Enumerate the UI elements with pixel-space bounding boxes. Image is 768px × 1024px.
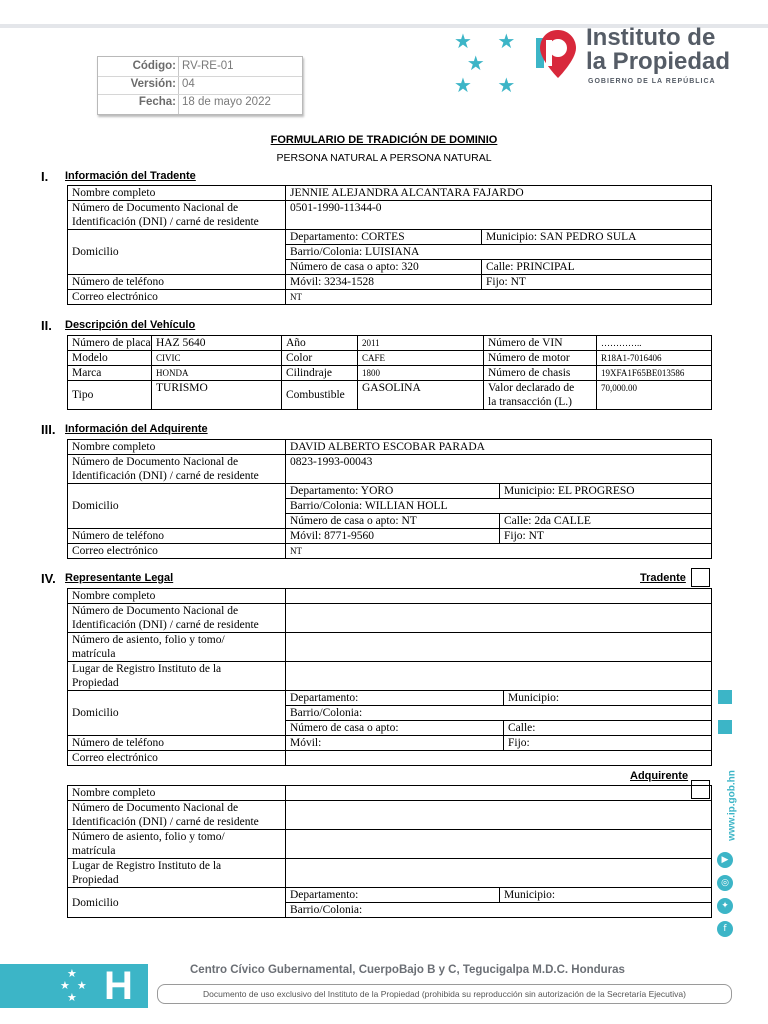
rep-tradente-casa-field[interactable]: Número de casa o apto: — [286, 721, 504, 736]
vehiculo-marca: HONDA — [152, 366, 282, 381]
square-icon — [718, 690, 732, 704]
code-label: Código: — [132, 60, 176, 72]
vehiculo-cilindraje: 1800 — [358, 366, 484, 381]
rep-tradente-asiento-field[interactable] — [286, 633, 712, 662]
form-title: FORMULARIO DE TRADICIÓN DE DOMINIO — [270, 134, 498, 146]
vehiculo-valor: 70,000.00 — [597, 381, 712, 410]
vehiculo-chasis: 19XFA1F65BE013586 — [597, 366, 712, 381]
vehiculo-combustible: GASOLINA — [358, 381, 484, 410]
label-correo: Correo electrónico — [68, 290, 286, 305]
youtube-icon[interactable]: ▶ — [717, 852, 733, 868]
section-1-heading: I. Información del Tradente — [41, 169, 196, 184]
vehiculo-table: Número de placa HAZ 5640 Año 2011 Número de VIN ………….. Modelo CIVIC Color CAFE Número de motor R18A1-7016406 Marca HONDA Cilindraje 1800 Número de chasis 19XFA1F65BE013586 Tipo TURISMO Combustible GASOLINA Valor declarado de la transacción (L.) 70,000.00 — [67, 335, 712, 410]
representante-tradente-table: Nombre completo Número de Documento Nacional de Identificación (DNI) / carné de residente Número de asiento, folio y tomo/ matrícula Lugar de Registro Instituto de la Propiedad Domicilio Departamento: Municipio: Barrio/Colonia: Número de casa o apto: Calle: Número de teléfono Móvil: Fijo: Correo electrónico — [67, 588, 712, 766]
tradente-calle: Calle: PRINCIPAL — [482, 260, 712, 275]
pin-logo-icon — [532, 26, 580, 84]
rep-tradente-fijo-field[interactable]: Fijo: — [504, 736, 712, 751]
section-2-heading: II. Descripción del Vehículo — [41, 318, 196, 333]
rep-tradente-movil-field[interactable]: Móvil: — [286, 736, 504, 751]
adquirente-departamento: Departamento: YORO — [286, 484, 500, 499]
representante-adquirente-table: Nombre completo Número de Documento Nacional de Identificación (DNI) / carné de residente Número de asiento, folio y tomo/ matrícula Lugar de Registro Instituto de la Propiedad Domicilio Departamento: Municipio: Barrio/Colonia: — [67, 785, 712, 918]
rep-tradente-municipio-field[interactable]: Municipio: — [504, 691, 712, 706]
code-value: RV-RE-01 — [182, 60, 234, 72]
tradente-departamento: Departamento: CORTES — [286, 230, 482, 245]
square-icon — [718, 720, 732, 734]
rep-tradente-dni-field[interactable] — [286, 604, 712, 633]
vehiculo-motor: R18A1-7016406 — [597, 351, 712, 366]
rep-adquirente-lugar-field[interactable] — [286, 859, 712, 888]
version-value: 04 — [182, 78, 195, 90]
tradente-nombre: JENNIE ALEJANDRA ALCANTARA FAJARDO — [286, 186, 712, 201]
rep-tradente-barrio-field[interactable]: Barrio/Colonia: — [286, 706, 712, 721]
version-label: Versión: — [130, 78, 176, 90]
rep-tradente-correo-field[interactable] — [286, 751, 712, 766]
tradente-fijo: Fijo: NT — [482, 275, 712, 290]
adquirente-casa: Número de casa o apto: NT — [286, 514, 500, 529]
tradente-checkbox[interactable] — [691, 568, 710, 587]
rep-adquirente-asiento-field[interactable] — [286, 830, 712, 859]
adquirente-dni: 0823-1993-00043 — [286, 455, 712, 484]
rep-adquirente-barrio-field[interactable]: Barrio/Colonia: — [286, 903, 712, 918]
instituto-logo — [454, 24, 744, 97]
adquirente-fijo: Fijo: NT — [500, 529, 712, 544]
tradente-casa: Número de casa o apto: 320 — [286, 260, 482, 275]
stars-icon: ★ ★ ★ ★ ★ — [454, 29, 516, 97]
vehiculo-anio: 2011 — [358, 336, 484, 351]
rep-adquirente-departamento-field[interactable]: Departamento: — [286, 888, 500, 903]
date-label: Fecha: — [138, 96, 176, 108]
rep-tradente-calle-field[interactable]: Calle: — [504, 721, 712, 736]
adquirente-municipio: Municipio: EL PROGRESO — [500, 484, 712, 499]
logo-line3: GOBIERNO DE LA REPÚBLICA — [588, 78, 716, 85]
adquirente-nombre: DAVID ALBERTO ESCOBAR PARADA — [286, 440, 712, 455]
adquirente-movil: Móvil: 8771-9560 — [286, 529, 500, 544]
rep-adquirente-dni-field[interactable] — [286, 801, 712, 830]
vehiculo-color: CAFE — [358, 351, 484, 366]
tradente-movil: Móvil: 3234-1528 — [286, 275, 482, 290]
rep-tradente-lugar-field[interactable] — [286, 662, 712, 691]
vehiculo-vin: ………….. — [597, 336, 712, 351]
side-strip — [712, 690, 742, 940]
vehiculo-tipo: TURISMO — [152, 381, 282, 410]
footer-note: Documento de uso exclusivo del Instituto de la Propiedad (prohibida su reproducción sin autorización de la Secretaría Ejecutiva) — [157, 984, 732, 1004]
date-value: 18 de mayo 2022 — [182, 96, 271, 108]
footer-logo-band — [0, 964, 148, 1008]
form-subtitle: PERSONA NATURAL A PERSONA NATURAL — [276, 152, 492, 164]
rep-adquirente-municipio-field[interactable]: Municipio: — [500, 888, 712, 903]
adquirente-tag: Adquirente — [630, 770, 689, 782]
label-telefono: Número de teléfono — [68, 275, 286, 290]
twitter-icon[interactable]: ✦ — [717, 898, 733, 914]
tradente-table — [67, 185, 712, 305]
logo-line1: Instituto de — [586, 24, 716, 51]
tradente-municipio: Municipio: SAN PEDRO SULA — [482, 230, 712, 245]
rep-adquirente-nombre-field[interactable] — [286, 786, 712, 801]
label-nombre: Nombre completo — [68, 186, 286, 201]
vehiculo-modelo: CIVIC — [152, 351, 282, 366]
rep-tradente-nombre-field[interactable] — [286, 589, 712, 604]
adquirente-table: Nombre completo DAVID ALBERTO ESCOBAR PARADA Número de Documento Nacional de Identificación (DNI) / carné de residente 0823-1993-00043 Domicilio Departamento: YORO Municipio: EL PROGRESO Barrio/Colonia: WILLIAN HOLL Número de casa o apto: NT Calle: 2da CALLE Número de teléfono Móvil: 8771-9560 Fijo: NT Correo electrónico NT — [67, 439, 712, 559]
tradente-barrio: Barrio/Colonia: LUISIANA — [286, 245, 712, 260]
footer-address: Centro Cívico Gubernamental, CuerpoBajo B y C, Tegucigalpa M.D.C. Honduras — [190, 964, 625, 976]
adquirente-barrio: Barrio/Colonia: WILLIAN HOLL — [286, 499, 712, 514]
instagram-icon[interactable]: ◎ — [717, 875, 733, 891]
logo-line2: la Propiedad — [586, 48, 731, 75]
honduras-h-logo: H — [104, 964, 133, 1008]
adquirente-calle: Calle: 2da CALLE — [500, 514, 712, 529]
website-url[interactable]: www.ip.gob.hn — [726, 770, 738, 841]
tradente-dni: 0501-1990-11344-0 — [286, 201, 712, 230]
rep-tradente-departamento-field[interactable]: Departamento: — [286, 691, 504, 706]
stars-icon: ★ ★ ★ ★ — [60, 967, 87, 1004]
label-domicilio: Domicilio — [68, 230, 286, 275]
vehiculo-placa: HAZ 5640 — [152, 336, 282, 351]
tradente-tag: Tradente — [640, 572, 686, 584]
section-4-heading: IV. Representante Legal — [41, 571, 174, 586]
tradente-correo: NT — [286, 290, 712, 305]
section-3-heading: III. Información del Adquirente — [41, 422, 208, 437]
label-dni: Número de Documento Nacional de Identificación (DNI) / carné de residente — [68, 201, 286, 230]
facebook-icon[interactable]: f — [717, 921, 733, 937]
document-code-box — [97, 56, 303, 115]
adquirente-correo: NT — [286, 544, 712, 559]
